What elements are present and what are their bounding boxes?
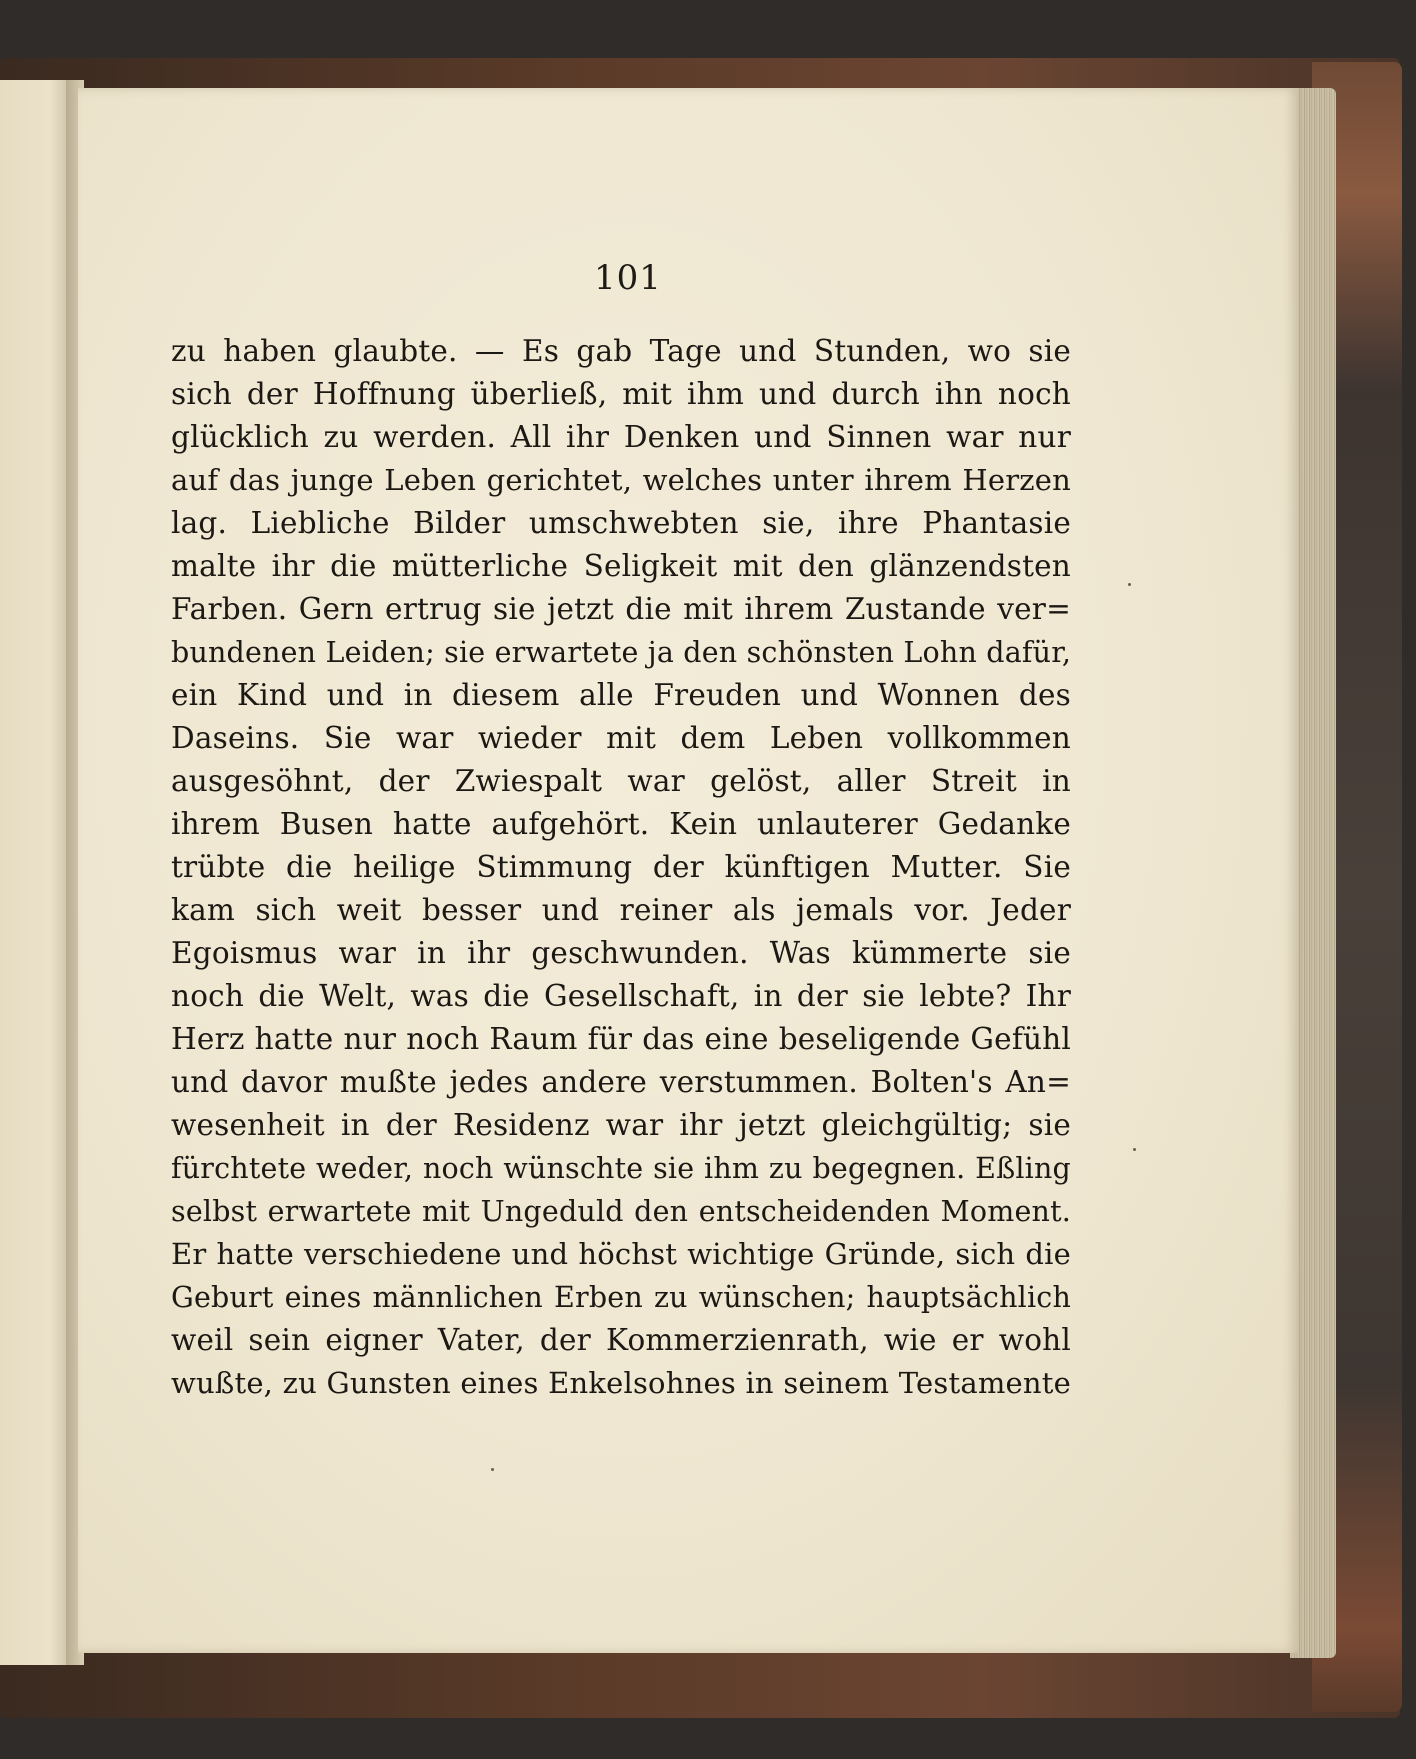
text-line: selbst erwartete mit Ungeduld den entscheidenden Moment. xyxy=(171,1195,1071,1228)
text-line: Egoismus war in ihr geschwunden. Was kümmerte sie xyxy=(171,936,1071,970)
text-line: ein Kind und in diesem alle Freuden und Wonnen des xyxy=(171,678,1071,712)
text-line: Er hatte verschiedene und höchst wichtige Gründe, sich die xyxy=(171,1237,1071,1271)
text-line: wußte, zu Gunsten eines Enkelsohnes in seinem Testamente xyxy=(171,1366,1071,1400)
text-line: und davor mußte jedes andere verstummen. Bolten's An= xyxy=(171,1065,1071,1099)
text-line: Herz hatte nur noch Raum für das eine beseligende Gefühl xyxy=(171,1022,1071,1056)
text-line: bundenen Leiden; sie erwartete ja den schönsten Lohn dafür, xyxy=(171,636,1072,669)
text-line: trübte die heilige Stimmung der künftigen Mutter. Sie xyxy=(171,850,1071,884)
text-line: Farben. Gern ertrug sie jetzt die mit ihrem Zustande ver= xyxy=(171,592,1071,626)
page-text xyxy=(171,330,1071,1405)
text-line: auf das junge Leben gerichtet, welches unter ihrem Herzen xyxy=(171,463,1071,497)
text-line: kam sich weit besser und reiner als jemals vor. Jeder xyxy=(171,893,1071,927)
text-line: Daseins. Sie war wieder mit dem Leben vollkommen xyxy=(171,721,1071,755)
facing-page xyxy=(0,80,72,1665)
text-line: glücklich zu werden. All ihr Denken und Sinnen war nur xyxy=(171,420,1071,454)
text-line: fürchtete weder, noch wünschte sie ihm zu begegnen. Eßling xyxy=(171,1152,1071,1185)
page-number: 101 xyxy=(594,258,662,298)
text-line: weil sein eigner Vater, der Kommerzienrath, wie er wohl xyxy=(171,1323,1071,1357)
text-line: malte ihr die mütterliche Seligkeit mit den glänzendsten xyxy=(171,549,1071,583)
text-line: ihrem Busen hatte aufgehört. Kein unlauterer Gedanke xyxy=(171,807,1071,841)
paper-speck xyxy=(491,1468,494,1471)
paper-speck xyxy=(1128,583,1131,586)
text-line: ausgesöhnt, der Zwiespalt war gelöst, aller Streit in xyxy=(171,764,1071,798)
text-line: Geburt eines männlichen Erben zu wünschen; hauptsächlich xyxy=(171,1281,1071,1314)
book-page xyxy=(78,88,1298,1653)
text-line: lag. Liebliche Bilder umschwebten sie, ihre Phantasie xyxy=(171,506,1071,540)
text-line: sich der Hoffnung überließ, mit ihm und durch ihn noch xyxy=(171,377,1071,411)
text-line: noch die Welt, was die Gesellschaft, in der sie lebte? Ihr xyxy=(171,979,1071,1013)
paper-speck xyxy=(1133,1148,1136,1151)
text-line: zu haben glaubte. — Es gab Tage und Stunden, wo sie xyxy=(171,334,1071,368)
text-line: wesenheit in der Residenz war ihr jetzt gleichgültig; sie xyxy=(171,1108,1071,1142)
